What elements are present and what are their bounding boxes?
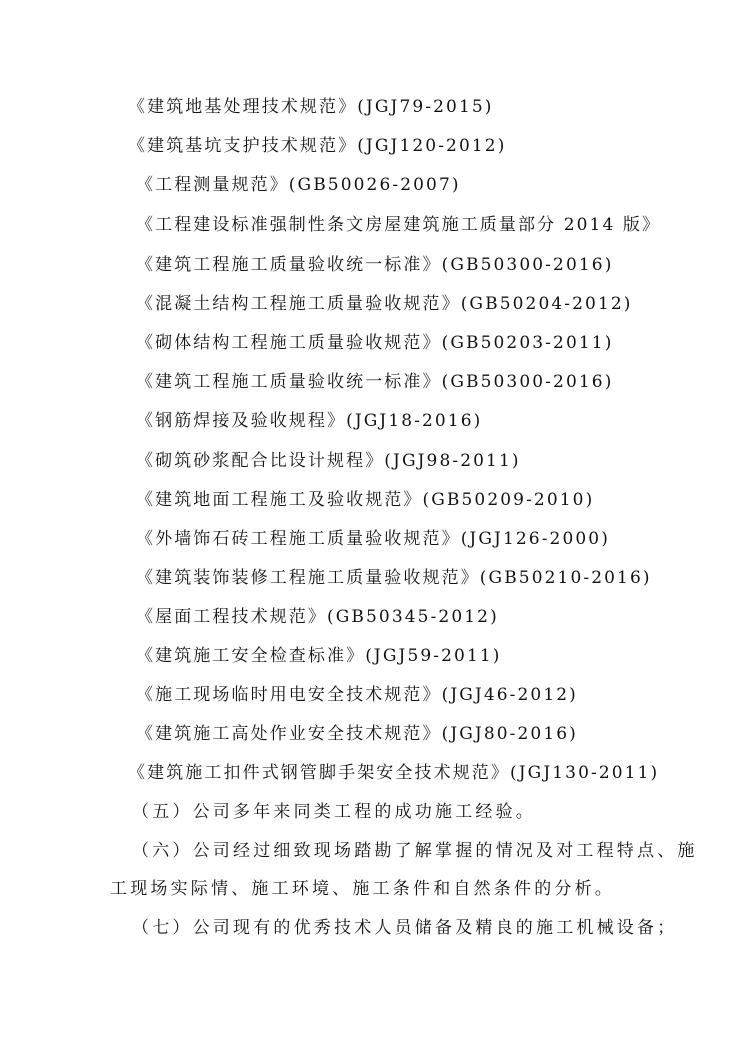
standard-line: 《建筑基坑支护技术规范》(JGJ120-2012) xyxy=(128,136,507,156)
standard-line: 《建筑地基处理技术规范》(JGJ79-2015) xyxy=(128,97,494,117)
standard-line: 《建筑施工高处作业安全技术规范》(JGJ80-2016) xyxy=(136,724,578,744)
standard-line: 《钢筋焊接及验收规程》(JGJ18-2016) xyxy=(136,411,483,431)
standard-line: 《混凝土结构工程施工质量验收规范》(GB50204-2012) xyxy=(136,294,633,314)
paragraph-item-5: （五）公司多年来同类工程的成功施工经验。 xyxy=(132,802,536,822)
standard-line: 《外墙饰石砖工程施工质量验收规范》(JGJ126-2000) xyxy=(136,529,610,549)
standard-line: 《工程测量规范》(GB50026-2007) xyxy=(136,175,461,195)
paragraph-item-6-line-2: 工现场实际情、施工环境、施工条件和自然条件的分析。 xyxy=(110,879,615,899)
standard-line: 《建筑工程施工质量验收统一标准》(GB50300-2016) xyxy=(136,372,614,392)
standard-line: 《砌体结构工程施工质量验收规范》(GB50203-2011) xyxy=(136,333,614,353)
standard-line: 《建筑施工扣件式钢管脚手架安全技术规范》(JGJ130-2011) xyxy=(128,763,660,783)
standard-line: 《建筑施工安全检查标准》(JGJ59-2011) xyxy=(136,646,502,666)
standard-line: 《施工现场临时用电安全技术规范》(JGJ46-2012) xyxy=(136,685,578,705)
standard-line: 《建筑工程施工质量验收统一标准》(GB50300-2016) xyxy=(136,255,614,275)
paragraph-item-6-line-1: （六）公司经过细致现场踏勘了解掌握的情况及对工程特点、施 xyxy=(132,841,698,861)
paragraph-item-7: （七）公司现有的优秀技术人员储备及精良的施工机械设备； xyxy=(132,918,678,938)
standard-line: 《建筑地面工程施工及验收规范》(GB50209-2010) xyxy=(136,490,595,510)
standard-line: 《砌筑砂浆配合比设计规程》(JGJ98-2011) xyxy=(136,451,521,471)
standard-line: 《屋面工程技术规范》(GB50345-2012) xyxy=(136,607,499,627)
standard-line: 《工程建设标准强制性条文房屋建筑施工质量部分 2014 版》 xyxy=(136,215,662,235)
standard-line: 《建筑装饰装修工程施工质量验收规范》(GB50210-2016) xyxy=(136,568,652,588)
